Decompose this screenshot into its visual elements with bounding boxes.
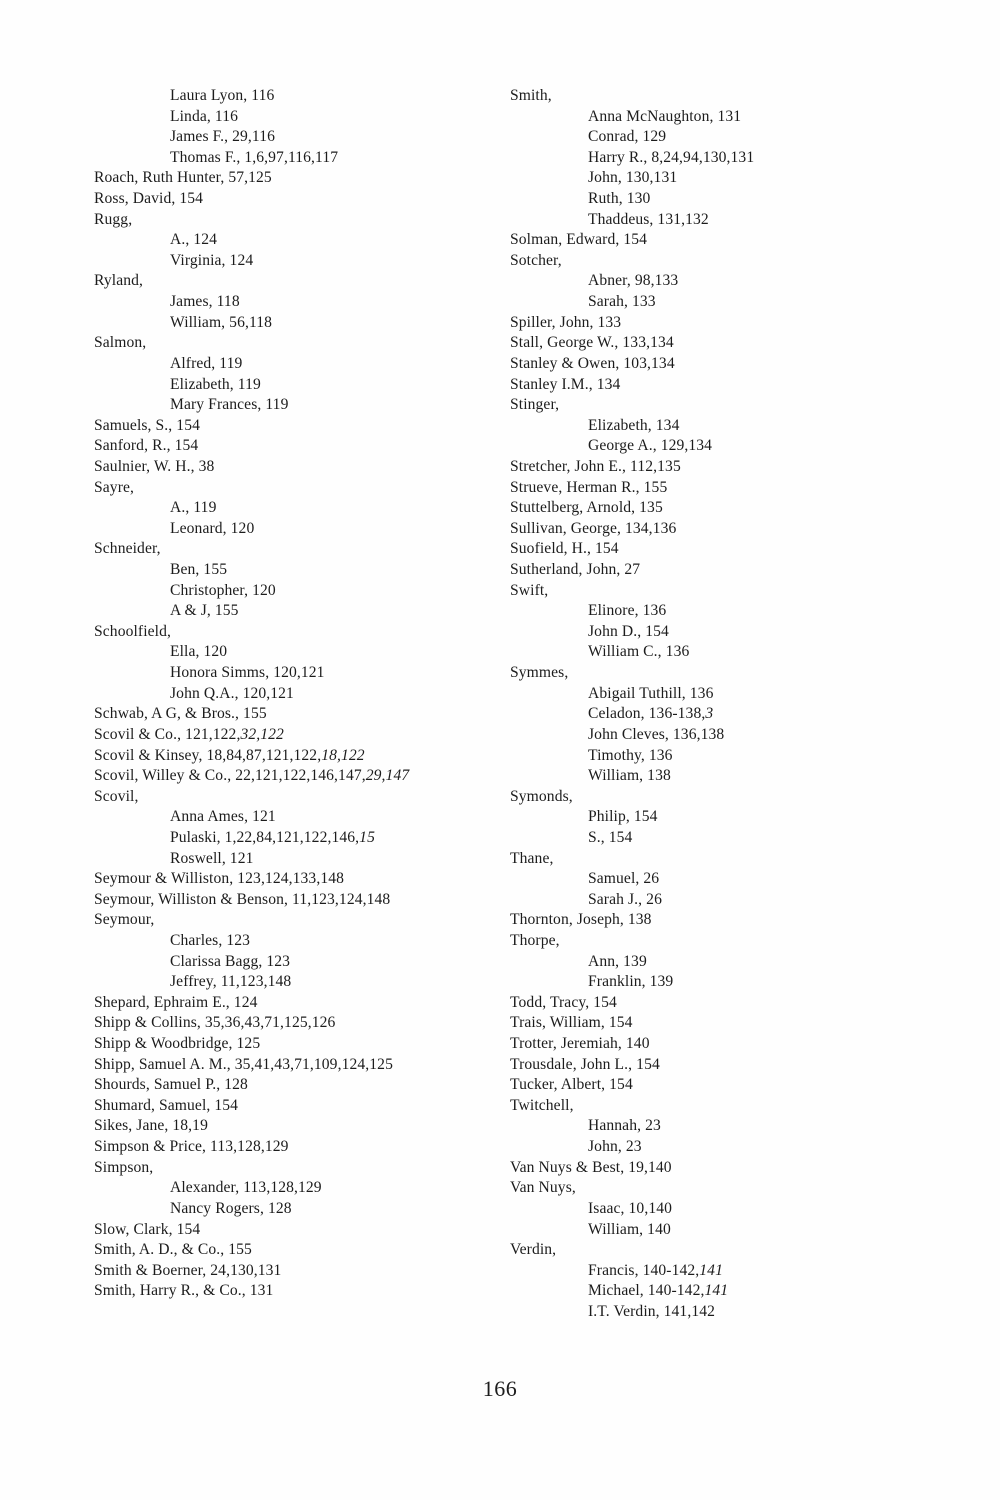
entry-text: Michael, 140-142, — [588, 1282, 705, 1300]
index-entry — [510, 1013, 930, 1034]
index-entry — [510, 333, 930, 354]
index-entry — [510, 230, 930, 251]
entry-text: Nancy Rogers, 128 — [170, 1199, 292, 1217]
entry-text: Stall, George W., 133,134 — [510, 334, 674, 352]
index-subentry — [94, 931, 494, 952]
index-entry — [94, 910, 494, 931]
illustration-page-refs: 29,147 — [365, 767, 410, 785]
index-entry — [510, 1055, 930, 1076]
entry-text: Celadon, 136-138, — [588, 705, 706, 723]
index-subentry — [94, 560, 494, 581]
entry-text: Van Nuys, — [510, 1179, 576, 1197]
index-entry — [510, 931, 930, 952]
index-subentry — [510, 107, 930, 128]
index-entry — [510, 1158, 930, 1179]
index-subentry — [94, 251, 494, 272]
entry-text: Seymour, Williston & Benson, 11,123,124,148 — [94, 890, 391, 908]
entry-text: Smith, Harry R., & Co., 131 — [94, 1282, 274, 1300]
illustration-page-refs: 141 — [699, 1261, 723, 1279]
index-subentry — [94, 148, 494, 169]
index-subentry — [510, 1137, 930, 1158]
illustration-page-refs: 32,122 — [240, 725, 284, 743]
index-entry — [94, 436, 494, 457]
entry-text: Stanley & Owen, 103,134 — [510, 354, 675, 372]
entry-text: Leonard, 120 — [170, 519, 255, 537]
entry-text: Scovil & Co., 121,122, — [94, 725, 241, 743]
entry-text: Samuels, S., 154 — [94, 416, 200, 434]
index-entry — [510, 1034, 930, 1055]
entry-text: Thomas F., 1,6,97,116,117 — [170, 148, 339, 166]
index-entry — [510, 910, 930, 931]
entry-text: Schneider, — [94, 540, 161, 558]
index-entry — [94, 1034, 494, 1055]
index-entry — [510, 395, 930, 416]
index-subentry — [510, 210, 930, 231]
entry-text: Abigail Tuthill, 136 — [588, 684, 714, 702]
entry-text: A., 119 — [170, 499, 217, 517]
entry-text: Honora Simms, 120,121 — [170, 664, 325, 682]
index-subentry — [94, 952, 494, 973]
entry-text: Van Nuys & Best, 19,140 — [510, 1158, 672, 1176]
illustration-page-refs: 3 — [705, 705, 714, 723]
entry-text: Shipp & Collins, 35,36,43,71,125,126 — [94, 1014, 336, 1032]
index-subentry — [94, 849, 494, 870]
entry-text: Verdin, — [510, 1241, 557, 1259]
index-subentry — [94, 642, 494, 663]
index-subentry — [510, 890, 930, 911]
index-subentry — [94, 581, 494, 602]
entry-text: Sayre, — [94, 478, 135, 496]
index-entry — [94, 168, 494, 189]
index-entry — [94, 869, 494, 890]
index-subentry — [94, 498, 494, 519]
entry-text: William, 138 — [588, 767, 671, 785]
index-subentry — [510, 1261, 930, 1282]
entry-text: Thorpe, — [510, 931, 560, 949]
index-subentry — [510, 127, 930, 148]
index-subentry — [94, 313, 494, 334]
index-entry — [510, 457, 930, 478]
entry-text: John Q.A., 120,121 — [170, 684, 294, 702]
entry-text: Shourds, Samuel P., 128 — [94, 1076, 248, 1094]
entry-text: William, 56,118 — [170, 313, 273, 331]
index-entry — [510, 539, 930, 560]
entry-text: Pulaski, 1,22,84,121,122,146, — [170, 828, 360, 846]
entry-text: Ella, 120 — [170, 643, 228, 661]
index-entry — [510, 478, 930, 499]
entry-text: Shipp & Woodbridge, 125 — [94, 1035, 261, 1053]
entry-text: Elizabeth, 134 — [588, 416, 680, 434]
index-entry — [94, 333, 494, 354]
entry-text: Francis, 140-142, — [588, 1261, 700, 1279]
index-entry — [510, 251, 930, 272]
index-subentry — [510, 601, 930, 622]
entry-text: Twitchell, — [510, 1096, 574, 1114]
entry-text: Smith, — [510, 87, 552, 104]
index-subentry — [94, 375, 494, 396]
index-entry — [510, 498, 930, 519]
index-subentry — [510, 1220, 930, 1241]
entry-text: Solman, Edward, 154 — [510, 231, 648, 249]
entry-text: Trousdale, John L., 154 — [510, 1055, 660, 1073]
entry-text: James F., 29,116 — [170, 128, 276, 146]
index-entry — [94, 416, 494, 437]
entry-text: Sutherland, John, 27 — [510, 561, 641, 579]
entry-text: Sotcher, — [510, 251, 562, 269]
index-subentry — [94, 807, 494, 828]
index-entry — [510, 519, 930, 540]
entry-text: Thaddeus, 131,132 — [588, 210, 709, 228]
entry-text: Harry R., 8,24,94,130,131 — [588, 148, 755, 166]
index-entry — [94, 622, 494, 643]
index-subentry — [510, 189, 930, 210]
index-subentry — [510, 746, 930, 767]
index-subentry — [510, 271, 930, 292]
entry-text: Saulnier, W. H., 38 — [94, 457, 215, 475]
entry-text: John, 23 — [588, 1138, 642, 1156]
entry-text: Hannah, 23 — [588, 1117, 661, 1135]
entry-text: Ruth, 130 — [588, 190, 651, 208]
entry-text: Thane, — [510, 849, 554, 867]
index-subentry — [510, 1281, 930, 1302]
entry-text: Symmes, — [510, 664, 569, 682]
entry-text: Smith, A. D., & Co., 155 — [94, 1241, 252, 1259]
index-subentry — [94, 354, 494, 375]
entry-text: Philip, 154 — [588, 808, 658, 826]
index-subentry — [510, 725, 930, 746]
entry-text: Sarah J., 26 — [588, 890, 662, 908]
page-number: 166 — [482, 1376, 518, 1401]
entry-text: Roswell, 121 — [170, 849, 254, 867]
index-subentry — [510, 148, 930, 169]
index-subentry — [510, 168, 930, 189]
index-entry — [94, 1116, 494, 1137]
entry-text: Swift, — [510, 581, 549, 599]
index-subentry — [510, 1116, 930, 1137]
entry-text: Symonds, — [510, 787, 573, 805]
entry-text: Jeffrey, 11,123,148 — [170, 973, 292, 991]
entry-text: Strueve, Herman R., 155 — [510, 478, 668, 496]
entry-text: Stinger, — [510, 396, 560, 414]
entry-text: Conrad, 129 — [588, 128, 667, 146]
index-subentry — [94, 395, 494, 416]
entry-text: Samuel, 26 — [588, 870, 660, 888]
entry-text: James, 118 — [170, 293, 240, 311]
entry-text: Shipp, Samuel A. M., 35,41,43,71,109,124,125 — [94, 1055, 393, 1073]
entry-text: Stanley I.M., 134 — [510, 375, 621, 393]
entry-text: Simpson & Price, 113,128,129 — [94, 1138, 289, 1156]
entry-text: Sikes, Jane, 18,19 — [94, 1117, 208, 1135]
index-entry — [510, 1178, 930, 1199]
index-entry — [510, 1096, 930, 1117]
index-entry — [510, 581, 930, 602]
entry-text: Scovil, — [94, 787, 139, 805]
index-subentry — [94, 663, 494, 684]
entry-text: John, 130,131 — [588, 169, 678, 187]
entry-text: Slow, Clark, 154 — [94, 1220, 201, 1238]
index-subentry — [510, 436, 930, 457]
entry-text: Alexander, 113,128,129 — [170, 1179, 322, 1197]
entry-text: Elinore, 136 — [588, 602, 667, 620]
illustration-page-refs: 18,122 — [321, 746, 365, 764]
entry-text: Shumard, Samuel, 154 — [94, 1096, 239, 1114]
entry-text: A., 124 — [170, 231, 218, 249]
entry-text: Timothy, 136 — [588, 746, 673, 764]
entry-text: Mary Frances, 119 — [170, 396, 289, 414]
index-entry — [94, 271, 494, 292]
index-entry — [94, 1137, 494, 1158]
entry-text: John Cleves, 136,138 — [588, 725, 725, 743]
entry-text: Seymour & Williston, 123,124,133,148 — [94, 870, 345, 888]
index-subentry — [510, 684, 930, 705]
index-entry — [94, 1096, 494, 1117]
entry-text: Sarah, 133 — [588, 293, 656, 311]
index-entry — [94, 1240, 494, 1261]
index-entry — [94, 478, 494, 499]
index-subentry — [94, 86, 494, 107]
entry-text: Schwab, A G, & Bros., 155 — [94, 705, 267, 723]
index-subentry — [510, 416, 930, 437]
index-entry — [94, 766, 494, 787]
index-subentry — [94, 519, 494, 540]
index-subentry — [510, 766, 930, 787]
entry-text: Laura Lyon, 116 — [170, 87, 275, 104]
entry-text: Elizabeth, 119 — [170, 375, 261, 393]
index-subentry — [510, 704, 930, 725]
index-subentry — [94, 127, 494, 148]
index-subentry — [94, 107, 494, 128]
entry-text: Scovil & Kinsey, 18,84,87,121,122, — [94, 746, 322, 764]
entry-text: Anna Ames, 121 — [170, 808, 276, 826]
entry-text: S., 154 — [588, 828, 633, 846]
index-entry — [510, 86, 930, 107]
entry-text: William C., 136 — [588, 643, 690, 661]
entry-text: Todd, Tracy, 154 — [510, 993, 617, 1011]
entry-text: Schoolfield, — [94, 622, 171, 640]
entry-text: Rugg, — [94, 210, 133, 228]
entry-text: Spiller, John, 133 — [510, 313, 622, 331]
index-column-right — [510, 86, 930, 1323]
entry-text: Anna McNaughton, 131 — [588, 107, 742, 125]
entry-text: Ross, David, 154 — [94, 190, 204, 208]
index-entry — [94, 539, 494, 560]
entry-text: Smith & Boerner, 24,130,131 — [94, 1261, 282, 1279]
index-subentry — [510, 972, 930, 993]
entry-text: Trais, William, 154 — [510, 1014, 633, 1032]
entry-text: William, 140 — [588, 1220, 671, 1238]
index-entry — [94, 890, 494, 911]
index-entry — [510, 787, 930, 808]
index-entry — [94, 189, 494, 210]
entry-text: Clarissa Bagg, 123 — [170, 952, 291, 970]
entry-text: Linda, 116 — [170, 107, 238, 125]
entry-text: Tucker, Albert, 154 — [510, 1076, 633, 1094]
index-subentry — [94, 292, 494, 313]
entry-text: Ryland, — [94, 272, 144, 290]
entry-text: Simpson, — [94, 1158, 154, 1176]
entry-text: John D., 154 — [588, 622, 669, 640]
entry-text: Trotter, Jeremiah, 140 — [510, 1035, 650, 1053]
entry-text: Isaac, 10,140 — [588, 1199, 673, 1217]
entry-text: Suofield, H., 154 — [510, 540, 619, 558]
entry-text: George A., 129,134 — [588, 437, 713, 455]
entry-text: Franklin, 139 — [588, 973, 674, 991]
index-subentry — [510, 1302, 930, 1323]
index-subentry — [94, 601, 494, 622]
index-entry — [94, 1261, 494, 1282]
index-subentry — [94, 972, 494, 993]
index-entry — [94, 1281, 494, 1302]
entry-text: Thornton, Joseph, 138 — [510, 911, 652, 929]
index-entry — [510, 663, 930, 684]
entry-text: Roach, Ruth Hunter, 57,125 — [94, 169, 272, 187]
index-subentry — [94, 1178, 494, 1199]
entry-text: Salmon, — [94, 334, 147, 352]
entry-text: Shepard, Ephraim E., 124 — [94, 993, 258, 1011]
entry-text: Christopher, 120 — [170, 581, 276, 599]
index-entry — [94, 457, 494, 478]
index-column-left — [94, 86, 494, 1302]
index-entry — [94, 787, 494, 808]
illustration-page-refs: 141 — [704, 1282, 729, 1300]
index-subentry — [510, 828, 930, 849]
entry-text: Stretcher, John E., 112,135 — [510, 457, 681, 475]
index-subentry — [94, 828, 494, 849]
index-entry — [510, 375, 930, 396]
index-entry — [510, 560, 930, 581]
index-entry — [510, 1240, 930, 1261]
index-entry — [94, 1013, 494, 1034]
index-entry — [510, 354, 930, 375]
index-entry — [94, 746, 494, 767]
entry-text: Sullivan, George, 134,136 — [510, 519, 677, 537]
entry-text: Sanford, R., 154 — [94, 437, 199, 455]
index-entry — [510, 1075, 930, 1096]
entry-text: Scovil, Willey & Co., 22,121,122,146,147, — [94, 767, 366, 785]
entry-text: Charles, 123 — [170, 931, 251, 949]
index-entry — [94, 210, 494, 231]
entry-text: Ben, 155 — [170, 561, 228, 579]
index-subentry — [510, 292, 930, 313]
index-subentry — [510, 642, 930, 663]
entry-text: Alfred, 119 — [170, 354, 243, 372]
index-subentry — [94, 230, 494, 251]
entry-text: Seymour, — [94, 911, 155, 929]
index-entry — [94, 725, 494, 746]
index-entry — [94, 1158, 494, 1179]
index-subentry — [510, 807, 930, 828]
entry-text: Virginia, 124 — [170, 251, 254, 269]
index-entry — [94, 704, 494, 725]
index-subentry — [510, 869, 930, 890]
entry-text: I.T. Verdin, 141,142 — [588, 1302, 716, 1320]
index-entry — [94, 993, 494, 1014]
entry-text: Ann, 139 — [588, 952, 647, 970]
index-entry — [510, 993, 930, 1014]
illustration-page-refs: 15 — [359, 828, 375, 846]
entry-text: A & J, 155 — [170, 602, 239, 620]
index-entry — [94, 1055, 494, 1076]
entry-text: Abner, 98,133 — [588, 272, 679, 290]
index-subentry — [510, 952, 930, 973]
index-entry — [94, 1220, 494, 1241]
index-entry — [510, 313, 930, 334]
entry-text: Stuttelberg, Arnold, 135 — [510, 499, 663, 517]
index-subentry — [94, 1199, 494, 1220]
index-entry — [94, 1075, 494, 1096]
index-entry — [510, 849, 930, 870]
index-subentry — [510, 622, 930, 643]
index-subentry — [94, 684, 494, 705]
index-subentry — [510, 1199, 930, 1220]
